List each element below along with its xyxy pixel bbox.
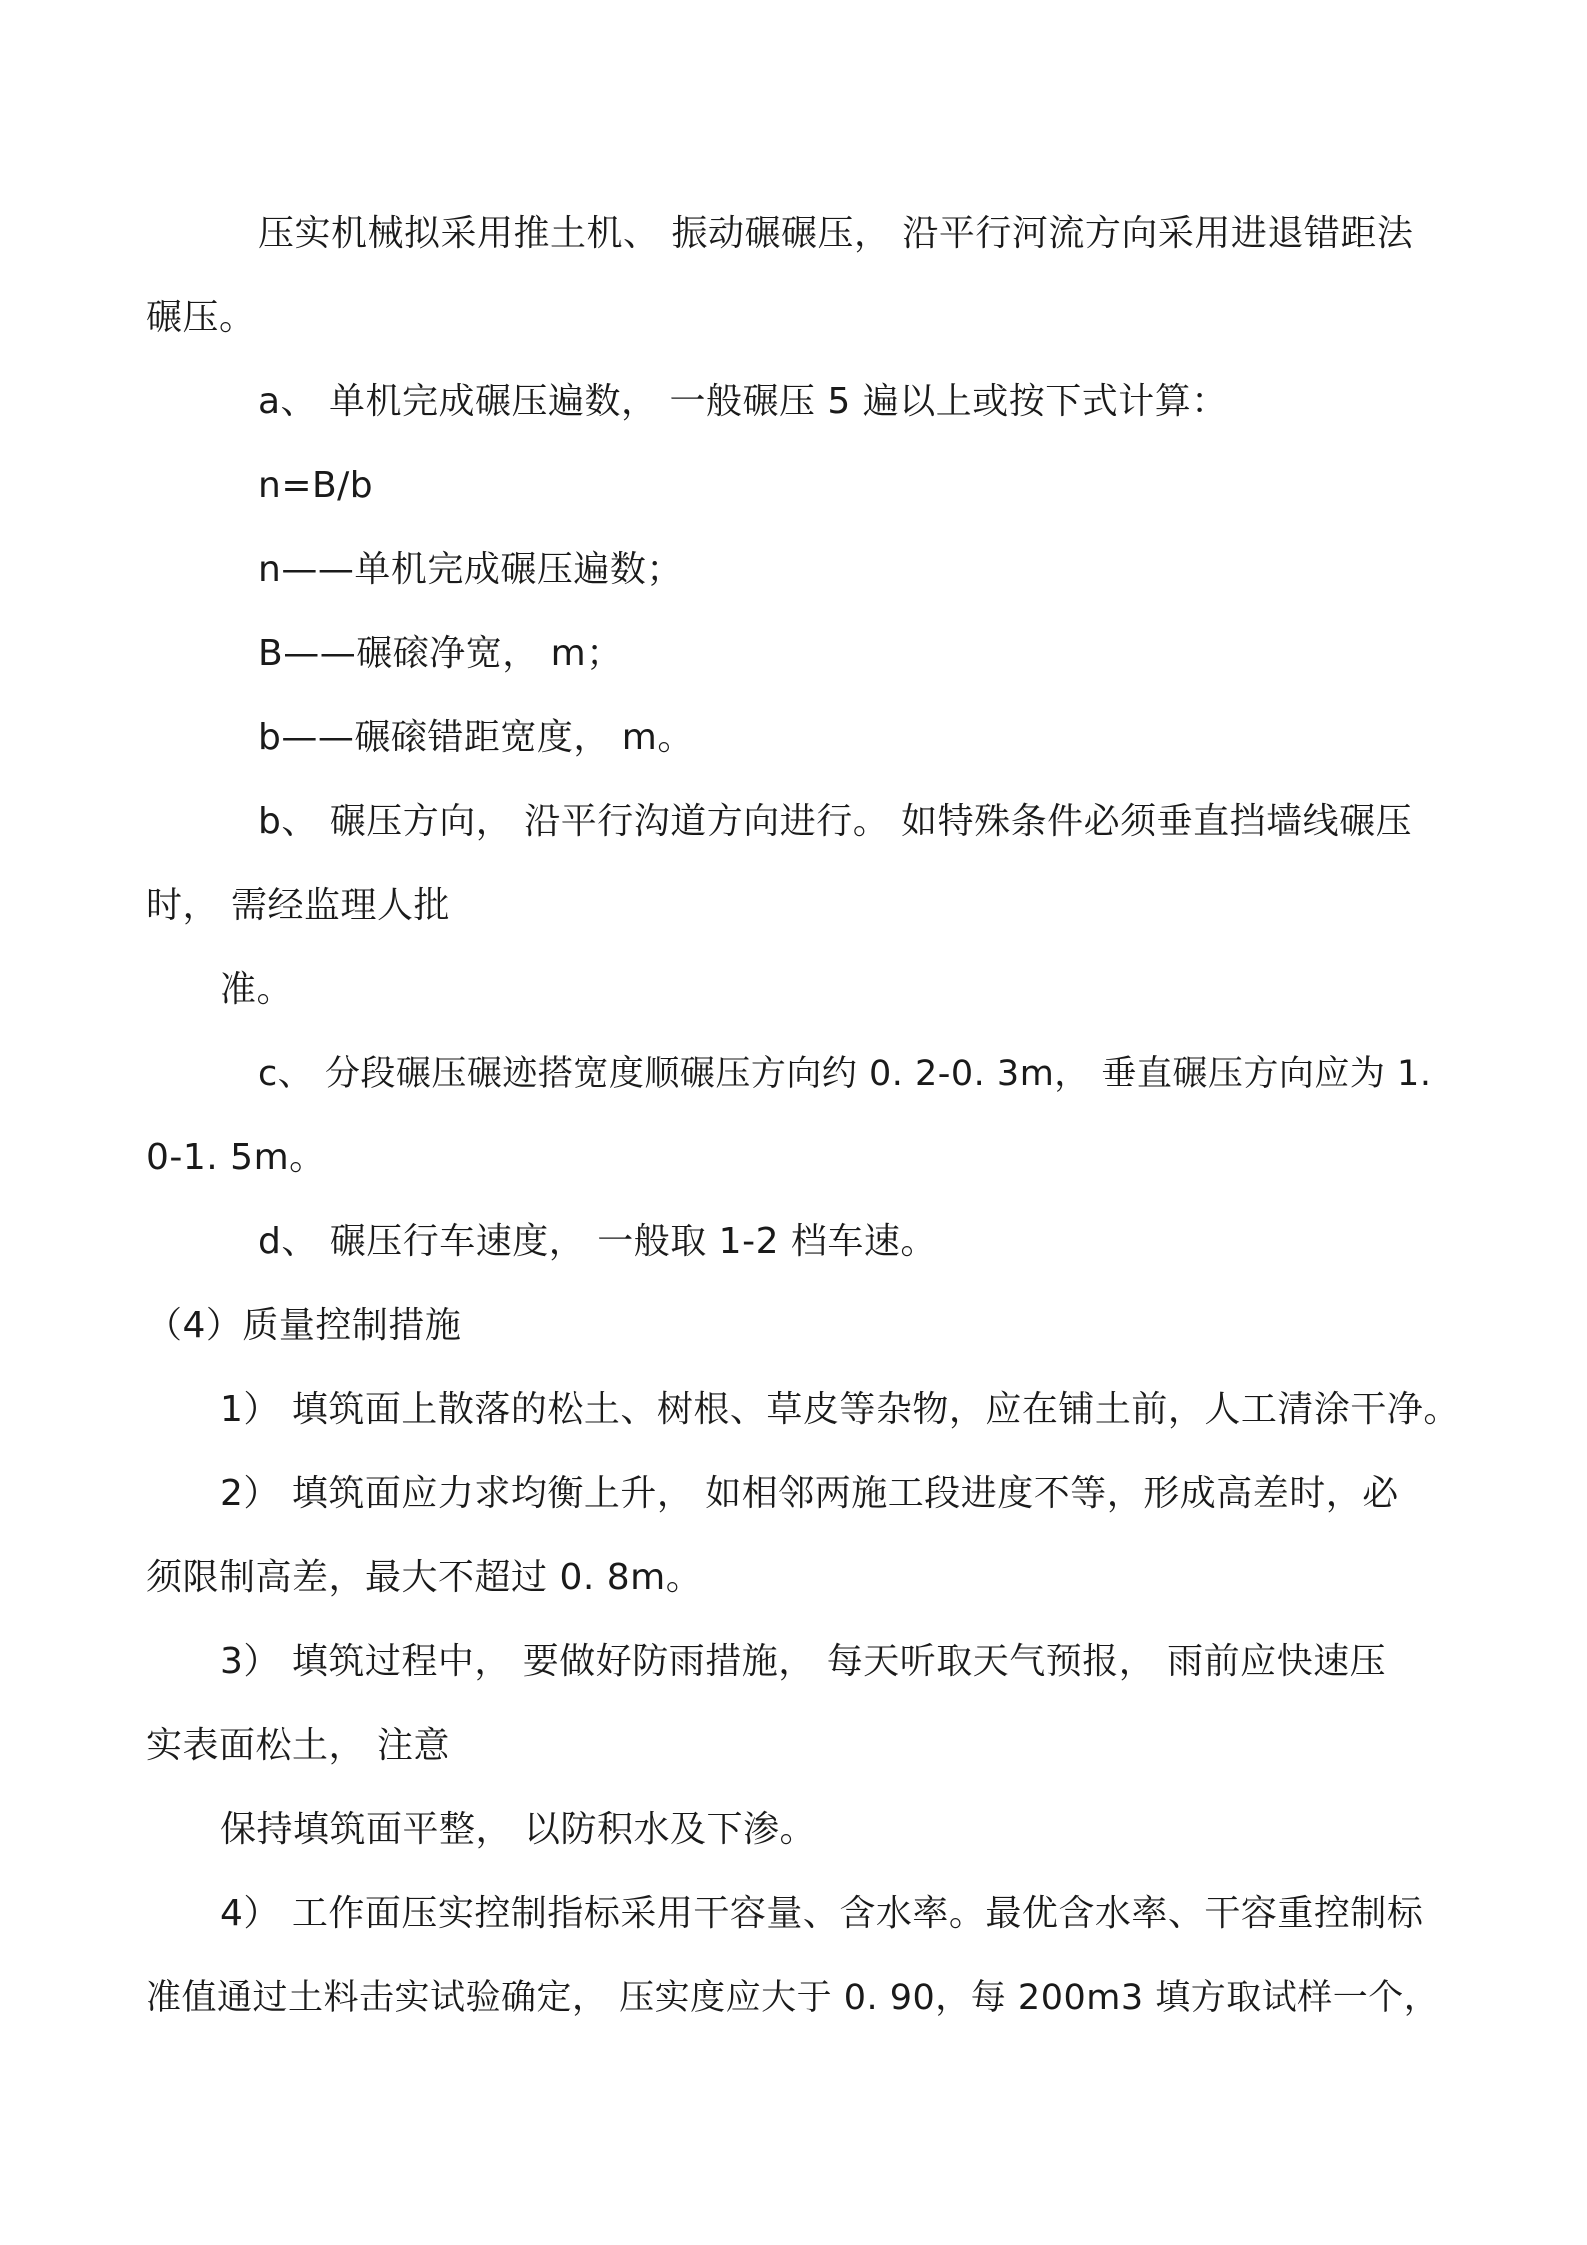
- section-heading: （4）质量控制措施: [146, 1305, 462, 1346]
- paragraph-line: 压实机械拟采用推土机、 振动碾碾压， 沿平行河流方向采用进退错距法: [258, 213, 1414, 254]
- paragraph-line: 准值通过土料击实试验确定， 压实度应大于 0. 90，每 200m3 填方取试样一个，: [146, 1978, 1440, 2018]
- paragraph-line: 碾压。: [146, 297, 256, 338]
- list-item-a: a、 单机完成碾压遍数， 一般碾压 5 遍以上或按下式计算：: [258, 381, 1228, 422]
- paragraph-line: 0-1. 5m。: [146, 1137, 326, 1178]
- paragraph-line: 实表面松土， 注意: [146, 1725, 450, 1766]
- list-item-1: 1） 填筑面上散落的松土、树根、草皮等杂物，应在铺土前，人工清涂干净。: [220, 1389, 1460, 1430]
- paragraph-line: 准。: [220, 969, 294, 1010]
- paragraph-line: 时， 需经监理人批: [146, 885, 450, 926]
- paragraph-line: 保持填筑面平整， 以防积水及下渗。: [220, 1809, 816, 1850]
- list-item-3: 3） 填筑过程中， 要做好防雨措施， 每天听取天气预报， 雨前应快速压: [220, 1641, 1387, 1682]
- formula-variable: b——碾磙错距宽度， m。: [258, 717, 694, 758]
- formula-variable: n——单机完成碾压遍数；: [258, 549, 683, 590]
- list-item-d: d、 碾压行车速度， 一般取 1-2 档车速。: [258, 1221, 937, 1262]
- formula: n=B/b: [258, 465, 374, 506]
- list-item-c: c、 分段碾压碾迹搭宽度顺碾压方向约 0. 2-0. 3m， 垂直碾压方向应为 1.: [258, 1054, 1432, 1094]
- list-item-2: 2） 填筑面应力求均衡上升， 如相邻两施工段进度不等，形成高差时，必: [220, 1473, 1399, 1514]
- list-item-b: b、 碾压方向， 沿平行沟道方向进行。 如特殊条件必须垂直挡墙线碾压: [258, 801, 1413, 842]
- paragraph-line: 须限制高差，最大不超过 0. 8m。: [146, 1557, 703, 1598]
- formula-variable: B——碾磙净宽， m；: [258, 633, 623, 674]
- list-item-4: 4） 工作面压实控制指标采用干容量、含水率。最优含水率、干容重控制标: [220, 1893, 1424, 1934]
